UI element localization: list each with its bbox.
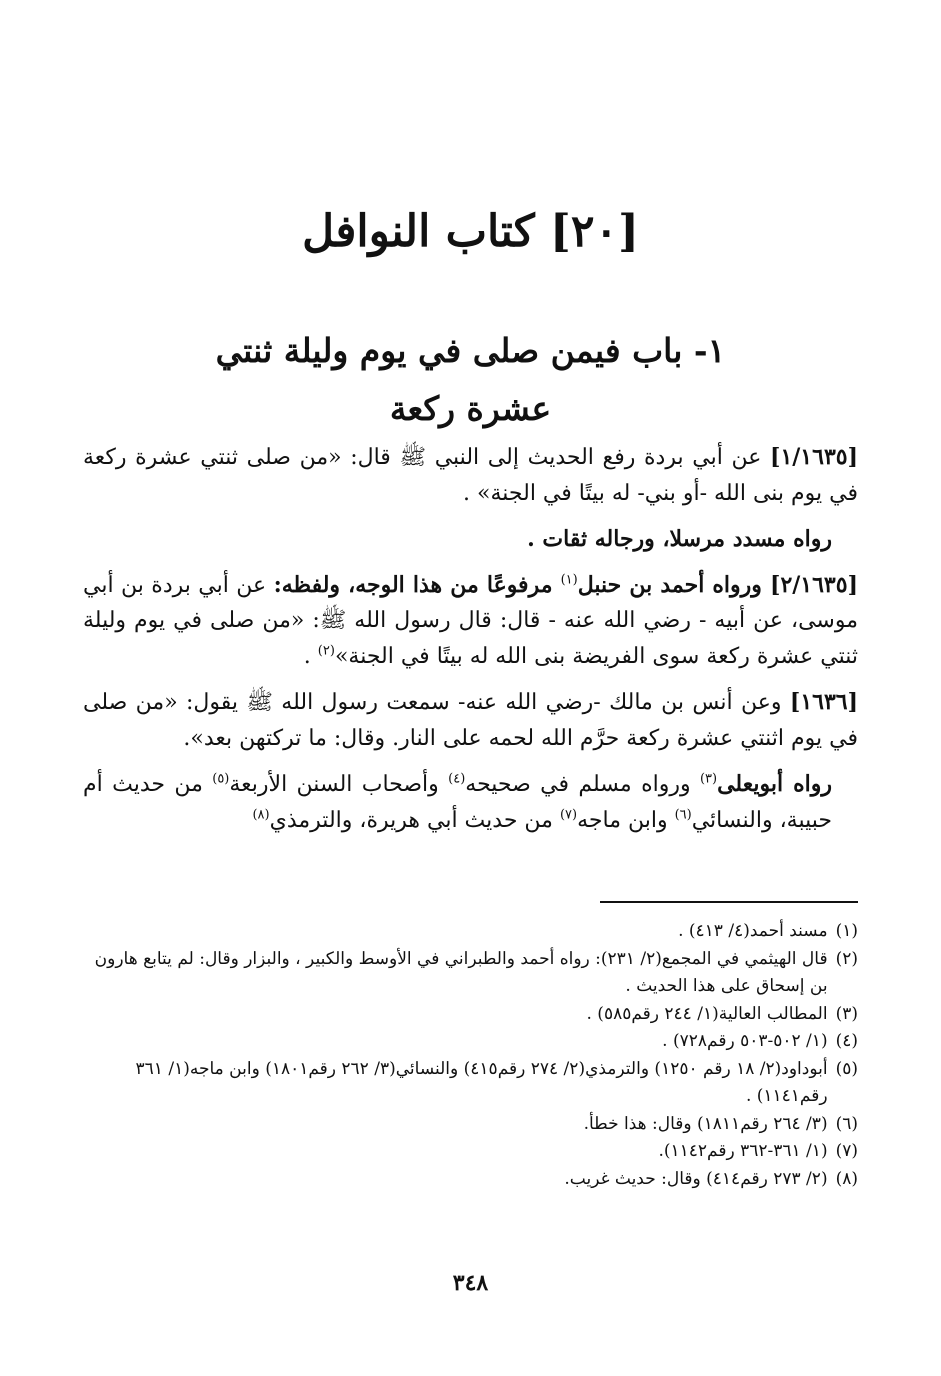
hadith-text: عن أبي بردة رفع الحديث إلى النبي ﷺ قال: «من صلى ثنتي عشرة ركعة في يوم بنى الله -أو بني- له بيتًا في الجنة» . [83, 445, 858, 506]
source-text-b: ورواه مسلم في صحيحه [465, 771, 700, 797]
source-text-d: من حديث أم حبيبة، والنسائي [83, 771, 832, 833]
source-text-e: وابن ماجه [577, 807, 675, 833]
hadith-text: عن أبي بردة بن أبي موسى، عن أبيه - رضي الله عنه - قال: قال رسول الله ﷺ: «من صلى في يوم وليلة ثنتي عشرة ركعة سوى الفريضة بنى الله له بيتًا في الجنة» [83, 572, 858, 670]
footnote-text: مسند أحمد(٤/ ٤١٣) . [678, 921, 828, 941]
footnote-text: المطالب العالية(١/ ٢٤٤ رقم٥٨٥) . [586, 1003, 828, 1024]
footnote-number: (٢) [835, 948, 858, 969]
hadith-number: [١٦٣٦] [789, 689, 858, 716]
hadith-text-end: . [303, 644, 318, 670]
footnote-number: (٨) [835, 1168, 858, 1189]
footnotes [83, 918, 858, 1193]
source-text: رواه مسدد مرسلا، ورجاله ثقات . [527, 525, 832, 552]
footnote-number: (٧) [835, 1141, 858, 1162]
source-text-c: وأصحاب السنن الأربعة [229, 771, 449, 797]
footnote-ref-2: (٢) [317, 643, 335, 659]
hadith-text-narration-cont: مرفوعًا من هذا الوجه، ولفظه: [273, 571, 561, 598]
footnote-ref-4: (٤) [448, 771, 466, 787]
footnote-divider [600, 901, 858, 903]
hadith-1635-1 [83, 440, 858, 512]
footnote-5 [83, 1056, 858, 1111]
source-note-musaddad [83, 522, 858, 558]
footnote-2 [83, 946, 858, 1001]
hadith-number: [٢/١٦٣٥] [770, 571, 858, 598]
footnote-number: (٤) [835, 1031, 858, 1052]
footnote-ref-6: (٦) [674, 807, 692, 823]
footnote-text: (١/ ٥٠٢-٥٠٣ رقم٧٢٨) . [662, 1031, 828, 1052]
footnote-number: (٦) [835, 1113, 858, 1134]
footnote-1 [83, 918, 858, 946]
footnote-text: قال الهيثمي في المجمع(٢/ ٢٣١): رواه أحمد والطبراني في الأوسط والكبير ، والبزار وقال: لم يتابع هارون بن إسحاق على هذا الحديث . [94, 948, 828, 997]
footnote-ref-3: (٣) [699, 771, 718, 787]
hadith-text: وعن أنس بن مالك -رضي الله عنه- سمعت رسول الله ﷺ يقول: «من صلى في يوم اثنتي عشرة ركعة حرَّم الله لحمه على النار. وقال: ما تركتهن بعد». [83, 690, 858, 752]
footnote-3 [83, 1001, 858, 1029]
source-text-a: رواه أبويعلى [717, 770, 832, 797]
footnote-number: (٥) [835, 1058, 858, 1079]
footnote-text: (٢/ ٢٧٣ رقم٤١٤) وقال: حديث غريب. [564, 1168, 828, 1189]
footnote-ref-5: (٥) [212, 771, 230, 787]
footnote-ref-1: (١) [560, 572, 578, 588]
source-text-f: من حديث أبي هريرة، والترمذي [269, 807, 560, 833]
main-text [83, 440, 858, 849]
hadith-text-narration: ورواه أحمد بن حنبل [577, 571, 771, 598]
footnote-7 [83, 1138, 858, 1166]
footnote-ref-7: (٧) [559, 807, 578, 823]
chapter-title-line-1: ١- باب فيمن صلى في يوم وليلة ثنتي [215, 331, 726, 370]
chapter-title-line-2: عشرة ركعة [389, 388, 552, 428]
footnote-6 [83, 1111, 858, 1139]
footnote-text: (٣/ ٢٦٤ رقم١٨١١) وقال: هذا خطأ. [583, 1113, 828, 1134]
hadith-1635-2 [83, 568, 858, 676]
page-number: ٣٤٨ [452, 1270, 489, 1296]
footnote-4 [83, 1028, 858, 1056]
footnote-8 [83, 1166, 858, 1194]
footnote-number: (١) [835, 921, 858, 941]
footnote-ref-8: (٨) [252, 807, 270, 823]
chapter-title [120, 322, 821, 438]
footnote-number: (٣) [835, 1003, 858, 1024]
source-note-abu-yala [83, 767, 858, 839]
footnote-text: أبوداود(٢/ ١٨ رقم ١٢٥٠) والترمذي(٢/ ٢٧٤ رقم٤١٥) والنسائي(٣/ ٢٦٢ رقم١٨٠١) وابن ماجه(١/ ٣٦١ رقم١١٤١) . [135, 1058, 828, 1107]
hadith-number: [١/١٦٣٥] [770, 444, 858, 470]
hadith-1636 [83, 685, 858, 757]
book-title: [٢٠] كتاب النوافل [302, 206, 639, 257]
footnote-text: (١/ ٣٦١-٣٦٢ رقم١١٤٢). [658, 1141, 828, 1162]
